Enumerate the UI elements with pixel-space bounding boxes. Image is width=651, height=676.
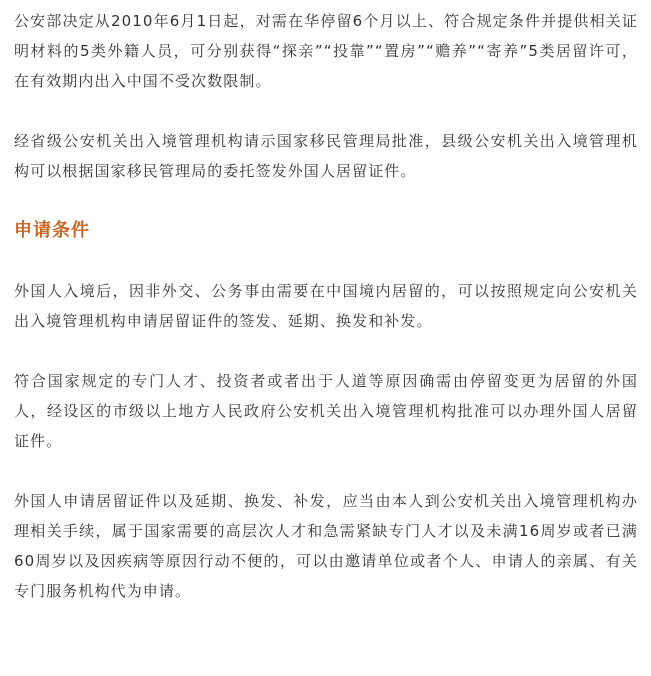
paragraph-spacer xyxy=(14,336,638,366)
paragraph-spacer xyxy=(14,456,638,486)
paragraph-application-procedure: 外国人申请居留证件以及延期、换发、补发，应当由本人到公安机关出入境管理机构办理相关手续，属于国家需要的高层次人才和急需紧缺专门人才以及未满16周岁或者已满60周岁以及因疾病等原因行动不便的，可以由邀请单位或者个人、申请人的亲属、有关专门服务机构代为申请。 xyxy=(14,492,638,600)
paragraph-residence-permit-types: 公安部决定从2010年6月1日起，对需在华停留6个月以上、符合规定条件并提供相关证明材料的5类外籍人员，可分别获得“探亲”“投靠”“置房”“赡养”“寄养”5类居留许可，在有效期内出入中国不受次数限制。 xyxy=(14,12,638,90)
article-body xyxy=(14,6,638,606)
paragraph-application-after-entry: 外国人入境后，因非外交、公务事由需要在中国境内居留的，可以按照规定向公安机关出入境管理机构申请居留证件的签发、延期、换发和补发。 xyxy=(14,282,638,330)
paragraph-spacer xyxy=(14,186,638,216)
paragraph-spacer xyxy=(14,96,638,126)
paragraph-county-issuance: 经省级公安机关出入境管理机构请示国家移民管理局批准，县级公安机关出入境管理机构可以根据国家移民管理局的委托签发外国人居留证件。 xyxy=(14,132,638,180)
paragraph-spacer xyxy=(14,246,638,276)
paragraph-talent-investors: 符合国家规定的专门人才、投资者或者出于人道等原因确需由停留变更为居留的外国人，经设区的市级以上地方人民政府公安机关出入境管理机构批准可以办理外国人居留证件。 xyxy=(14,372,638,450)
section-heading-application-conditions: 申请条件 xyxy=(14,220,90,241)
